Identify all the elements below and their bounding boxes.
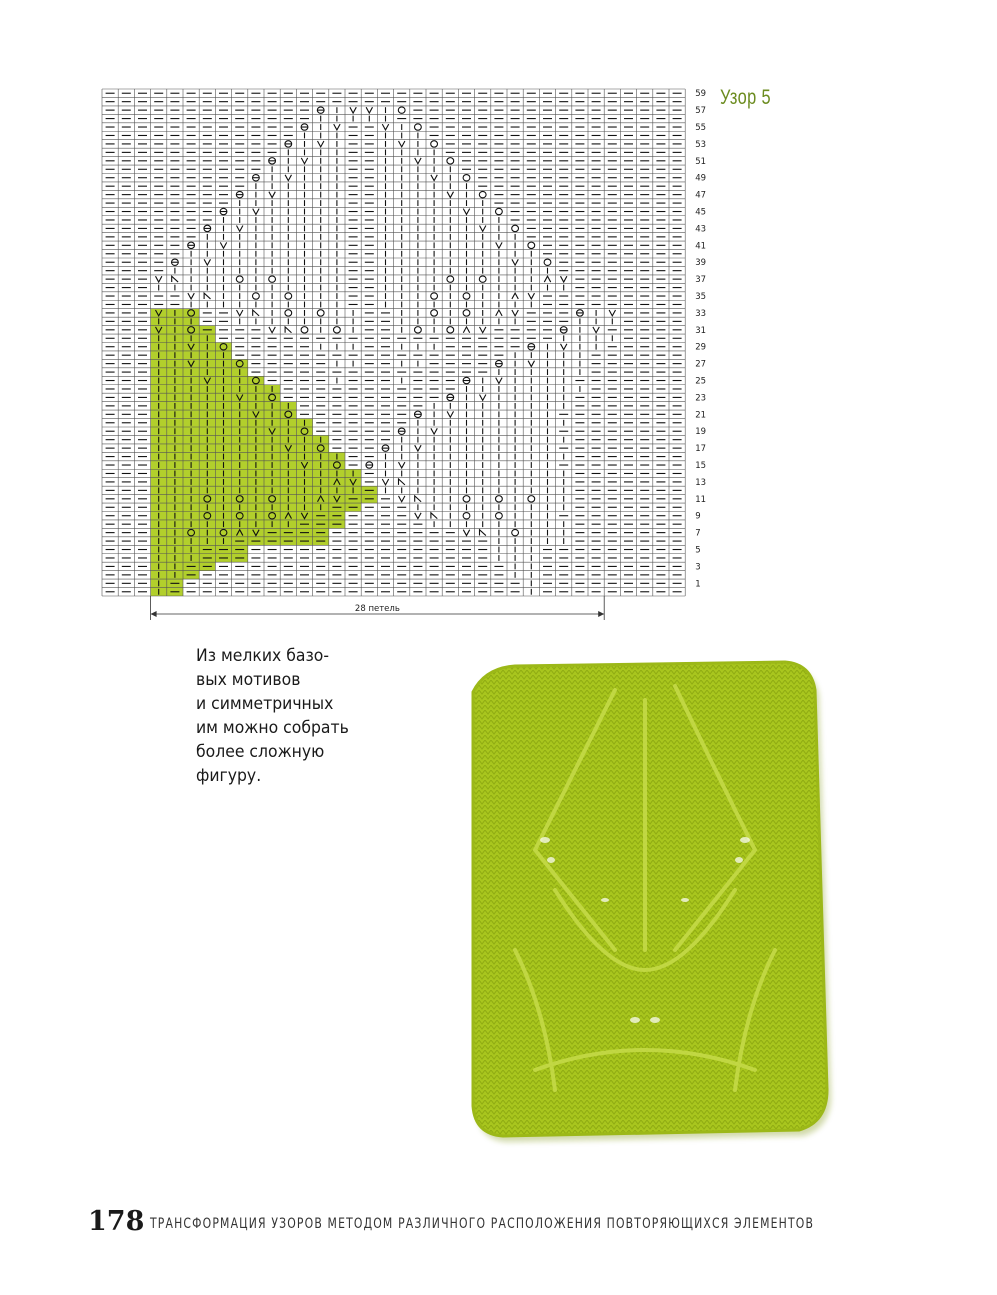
row-number: 17 — [695, 444, 707, 455]
slip-symbol — [415, 158, 421, 164]
yarn-over-symbol — [463, 496, 470, 502]
slip-symbol — [593, 327, 599, 333]
slip-symbol — [480, 327, 486, 333]
slip-symbol — [318, 141, 324, 147]
slip-symbol — [253, 209, 259, 215]
row-number: 19 — [695, 427, 707, 438]
slip-symbol — [156, 276, 162, 282]
yarn-over-symbol — [528, 496, 535, 502]
yarn-over-symbol — [334, 327, 341, 333]
decrease-symbol — [512, 293, 518, 299]
slip-symbol — [415, 513, 421, 519]
yarn-over-symbol — [512, 225, 519, 231]
yarn-over-symbol — [463, 175, 470, 181]
yarn-over-symbol — [447, 158, 454, 164]
caption — [196, 644, 380, 788]
decrease-left-symbol — [415, 496, 421, 502]
row-number: 21 — [695, 410, 707, 421]
decrease-symbol — [463, 327, 469, 333]
row-number: 23 — [695, 393, 707, 404]
slip-symbol — [609, 310, 615, 316]
slip-symbol — [382, 124, 388, 130]
slip-symbol — [447, 192, 453, 198]
yarn-over-symbol — [463, 293, 470, 299]
slip-symbol — [334, 124, 340, 130]
slip-symbol — [447, 411, 453, 417]
yarn-over-symbol — [463, 310, 470, 316]
decrease-symbol — [544, 276, 550, 282]
slip-symbol — [269, 192, 275, 198]
row-number: 5 — [695, 545, 701, 556]
yarn-over-symbol — [544, 259, 551, 265]
decrease-left-symbol — [172, 276, 178, 282]
page-number: 178 — [88, 1206, 145, 1237]
yarn-over-symbol — [236, 276, 243, 282]
caption-line: и симметричных — [196, 694, 334, 714]
decrease-left-symbol — [204, 293, 210, 299]
row-number: 1 — [695, 579, 701, 590]
slip-symbol — [350, 107, 356, 113]
row-number: 41 — [695, 241, 707, 252]
caption-line: им можно собрать — [196, 718, 349, 738]
slip-symbol — [301, 158, 307, 164]
yarn-over-symbol — [479, 191, 486, 197]
row-number: 15 — [695, 461, 707, 472]
slip-symbol — [431, 428, 437, 434]
slip-symbol — [528, 361, 534, 367]
yarn-over-symbol — [285, 293, 292, 299]
yarn-over-symbol — [301, 327, 308, 333]
yarn-over-symbol — [415, 327, 422, 333]
decrease-left-symbol — [480, 530, 486, 536]
slip-symbol — [366, 107, 372, 113]
decrease-left-symbol — [431, 513, 437, 519]
row-number: 9 — [695, 511, 701, 522]
caption-line: вых мотивов — [196, 670, 301, 690]
yarn-over-symbol — [528, 242, 535, 248]
row-number: 51 — [695, 156, 707, 167]
row-number: 53 — [695, 139, 707, 150]
row-number: 43 — [695, 224, 707, 235]
yarn-over-symbol — [479, 276, 486, 282]
row-number: 33 — [695, 308, 707, 319]
decrease-left-symbol — [253, 310, 259, 316]
slip-symbol — [399, 462, 405, 468]
slip-symbol — [431, 175, 437, 181]
decrease-symbol — [496, 310, 502, 316]
row-number: 31 — [695, 325, 707, 336]
grid-lines — [102, 89, 685, 596]
yarn-over-symbol — [447, 276, 454, 282]
yarn-over-symbol — [496, 513, 503, 519]
yarn-over-symbol — [398, 107, 405, 113]
width-label: 28 петель — [354, 604, 400, 614]
yarn-over-symbol — [269, 276, 276, 282]
slip-symbol — [528, 293, 534, 299]
slip-symbol — [512, 259, 518, 265]
row-number: 49 — [695, 173, 707, 184]
slip-symbol — [480, 395, 486, 401]
row-number: 57 — [695, 106, 707, 117]
slip-symbol — [399, 141, 405, 147]
slip-symbol — [415, 445, 421, 451]
running-title: ТРАНСФОРМАЦИЯ УЗОРОВ МЕТОДОМ РАЗЛИЧНОГО РАСПОЛОЖЕНИЯ ПОВТОРЯЮЩИХСЯ ЭЛЕМЕНТОВ — [150, 1216, 815, 1232]
yarn-over-symbol — [285, 310, 292, 316]
row-number: 59 — [695, 89, 707, 100]
slip-symbol — [496, 242, 502, 248]
knitted-swatch-photo — [455, 650, 835, 1150]
row-number: 7 — [695, 528, 701, 539]
slip-symbol — [463, 530, 469, 536]
slip-symbol — [382, 479, 388, 485]
slip-symbol — [285, 175, 291, 181]
yarn-over-symbol — [317, 310, 324, 316]
yarn-over-symbol — [431, 141, 438, 147]
row-number: 29 — [695, 342, 707, 353]
yarn-over-symbol — [431, 293, 438, 299]
pattern-title: Узор 5 — [720, 86, 772, 109]
row-number: 3 — [695, 562, 701, 573]
slip-symbol — [269, 327, 275, 333]
yarn-over-symbol — [431, 310, 438, 316]
slip-symbol — [496, 378, 502, 384]
slip-symbol — [512, 310, 518, 316]
yarn-over-symbol — [496, 496, 503, 502]
row-number: 25 — [695, 376, 707, 387]
row-number: 13 — [695, 477, 707, 488]
slip-symbol — [480, 226, 486, 232]
slip-symbol — [561, 276, 567, 282]
decrease-left-symbol — [285, 327, 291, 333]
slip-symbol — [237, 226, 243, 232]
row-number: 47 — [695, 190, 707, 201]
chart-grid — [100, 88, 707, 618]
slip-symbol — [463, 209, 469, 215]
caption-line: Из мелких базо- — [196, 646, 330, 666]
slip-symbol — [561, 344, 567, 350]
row-number: 11 — [695, 494, 707, 505]
yarn-over-symbol — [447, 327, 454, 333]
row-number: 39 — [695, 258, 707, 269]
row-number: 37 — [695, 275, 707, 286]
slip-symbol — [237, 310, 243, 316]
yarn-over-symbol — [415, 124, 422, 130]
row-number: 55 — [695, 123, 707, 134]
row-number: 27 — [695, 359, 707, 370]
yarn-over-symbol — [496, 208, 503, 214]
yarn-over-symbol — [512, 529, 519, 535]
caption-line: фигуру. — [196, 766, 262, 786]
yarn-over-symbol — [253, 293, 260, 299]
row-number: 35 — [695, 292, 707, 303]
caption-line: более сложную — [196, 742, 325, 762]
knitting-chart — [100, 88, 707, 618]
decrease-left-symbol — [399, 479, 405, 485]
yarn-over-symbol — [463, 513, 470, 519]
slip-symbol — [399, 496, 405, 502]
width-dimension — [151, 596, 605, 620]
row-number: 45 — [695, 207, 707, 218]
slip-symbol — [204, 259, 210, 265]
slip-symbol — [220, 242, 226, 248]
slip-symbol — [188, 293, 194, 299]
